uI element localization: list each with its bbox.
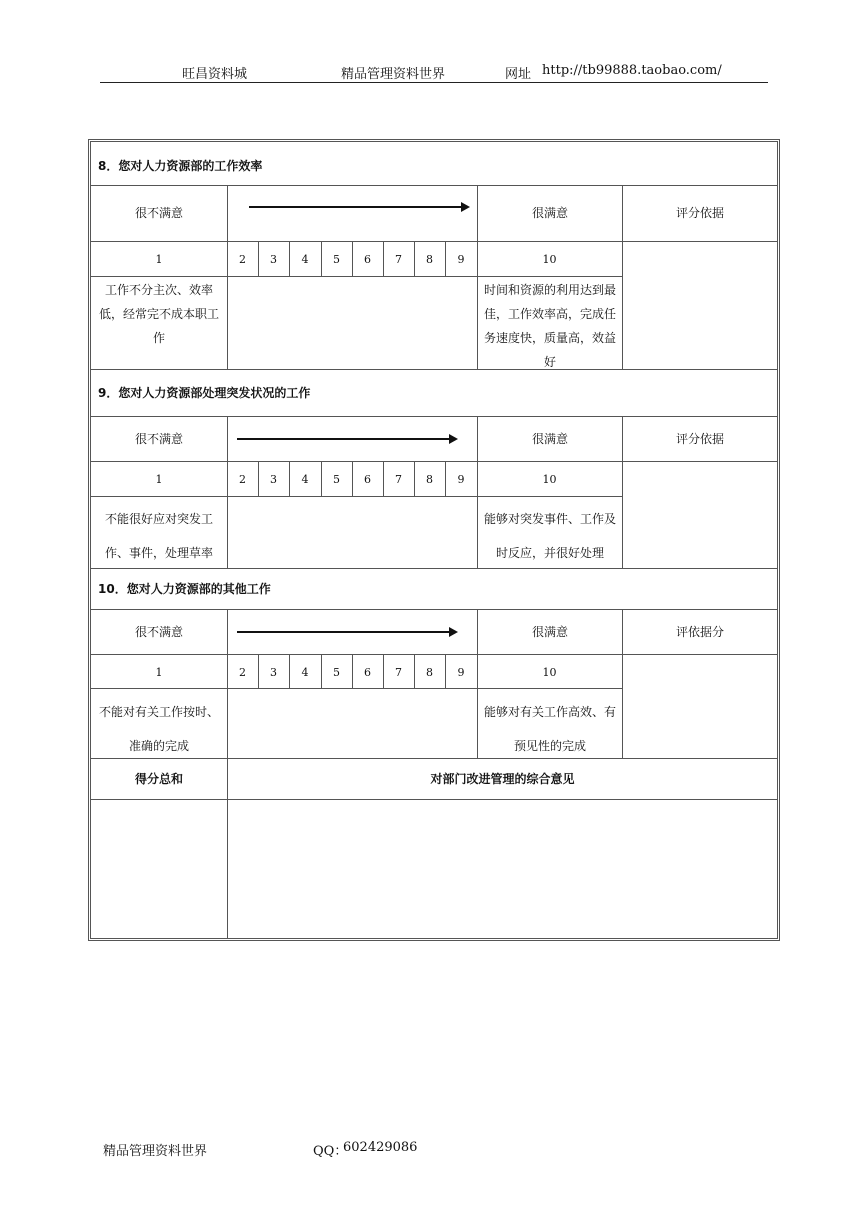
survey-table	[88, 139, 780, 941]
score-7[interactable]: 7	[395, 473, 402, 486]
score-1[interactable]: 1	[155, 253, 163, 266]
page-header	[100, 60, 768, 83]
score-3[interactable]: 3	[270, 666, 277, 679]
footer-qq-label: QQ：	[313, 1144, 348, 1159]
score-4[interactable]: 4	[301, 253, 309, 266]
score-3[interactable]: 3	[270, 473, 277, 486]
scale-arrow	[237, 631, 456, 633]
score-6[interactable]: 6	[364, 666, 371, 679]
score-total-label: 得分总和	[134, 772, 183, 786]
high-description: 能够对突发事件、工作及时反应，并很好处理	[483, 512, 616, 560]
score-5[interactable]: 5	[333, 666, 340, 679]
low-label: 很不满意	[134, 206, 183, 220]
score-6[interactable]: 6	[364, 253, 371, 266]
high-label: 很满意	[531, 625, 568, 639]
score-total-field[interactable]	[91, 800, 227, 938]
header-site-name: 精品管理资料世界	[341, 67, 446, 82]
header-company: 旺昌资料城	[182, 67, 248, 82]
score-1[interactable]: 1	[155, 666, 163, 679]
score-4[interactable]: 4	[301, 666, 309, 679]
opinion-field[interactable]	[228, 800, 777, 938]
score-9[interactable]: 9	[457, 253, 465, 266]
score-10[interactable]: 10	[542, 253, 557, 266]
score-10[interactable]: 10	[542, 473, 557, 486]
high-description: 时间和资源的利用达到最佳，工作效率高，完成任务速度快，质量高，效益好	[483, 283, 616, 369]
high-label: 很满意	[531, 432, 568, 446]
score-4[interactable]: 4	[301, 473, 309, 486]
basis-label: 评分依据	[675, 206, 724, 220]
header-url-label: 网址	[505, 67, 532, 82]
score-6[interactable]: 6	[364, 473, 371, 486]
basis-label: 评分依据	[675, 432, 724, 446]
score-1[interactable]: 1	[155, 473, 163, 486]
score-10[interactable]: 10	[542, 666, 557, 679]
high-description: 能够对有关工作高效、有预见性的完成	[483, 705, 616, 753]
low-label: 很不满意	[134, 432, 183, 446]
low-description: 工作不分主次、效率低，经常完不成本职工作	[98, 283, 219, 345]
question-title: 8．您对人力资源部的工作效率	[98, 159, 263, 173]
score-5[interactable]: 5	[333, 473, 340, 486]
score-5[interactable]: 5	[333, 253, 340, 266]
score-7[interactable]: 7	[395, 253, 402, 266]
score-8[interactable]: 8	[426, 253, 433, 266]
score-8[interactable]: 8	[426, 666, 433, 679]
footer-qq: 602429086	[343, 1140, 418, 1155]
scale-arrow	[249, 206, 468, 208]
opinion-label: 对部门改进管理的综合意见	[430, 772, 575, 786]
low-description: 不能对有关工作按时、准确的完成	[98, 705, 219, 753]
score-9[interactable]: 9	[457, 666, 465, 679]
score-2[interactable]: 2	[239, 253, 246, 266]
scale-arrow	[237, 438, 456, 440]
low-description: 不能很好应对突发工作、事件，处理草率	[104, 512, 213, 560]
high-label: 很满意	[531, 206, 568, 220]
score-7[interactable]: 7	[395, 666, 402, 679]
score-9[interactable]: 9	[457, 473, 465, 486]
score-2[interactable]: 2	[239, 473, 246, 486]
basis-label: 评依据分	[675, 625, 724, 639]
low-label: 很不满意	[134, 625, 183, 639]
question-title: 10．您对人力资源部的其他工作	[98, 582, 271, 596]
score-3[interactable]: 3	[270, 253, 277, 266]
footer-site-name: 精品管理资料世界	[103, 1144, 208, 1159]
score-2[interactable]: 2	[239, 666, 246, 679]
header-url: http://tb99888.taobao.com/	[542, 63, 722, 78]
question-title: 9．您对人力资源部处理突发状况的工作	[98, 386, 311, 400]
score-8[interactable]: 8	[426, 473, 433, 486]
